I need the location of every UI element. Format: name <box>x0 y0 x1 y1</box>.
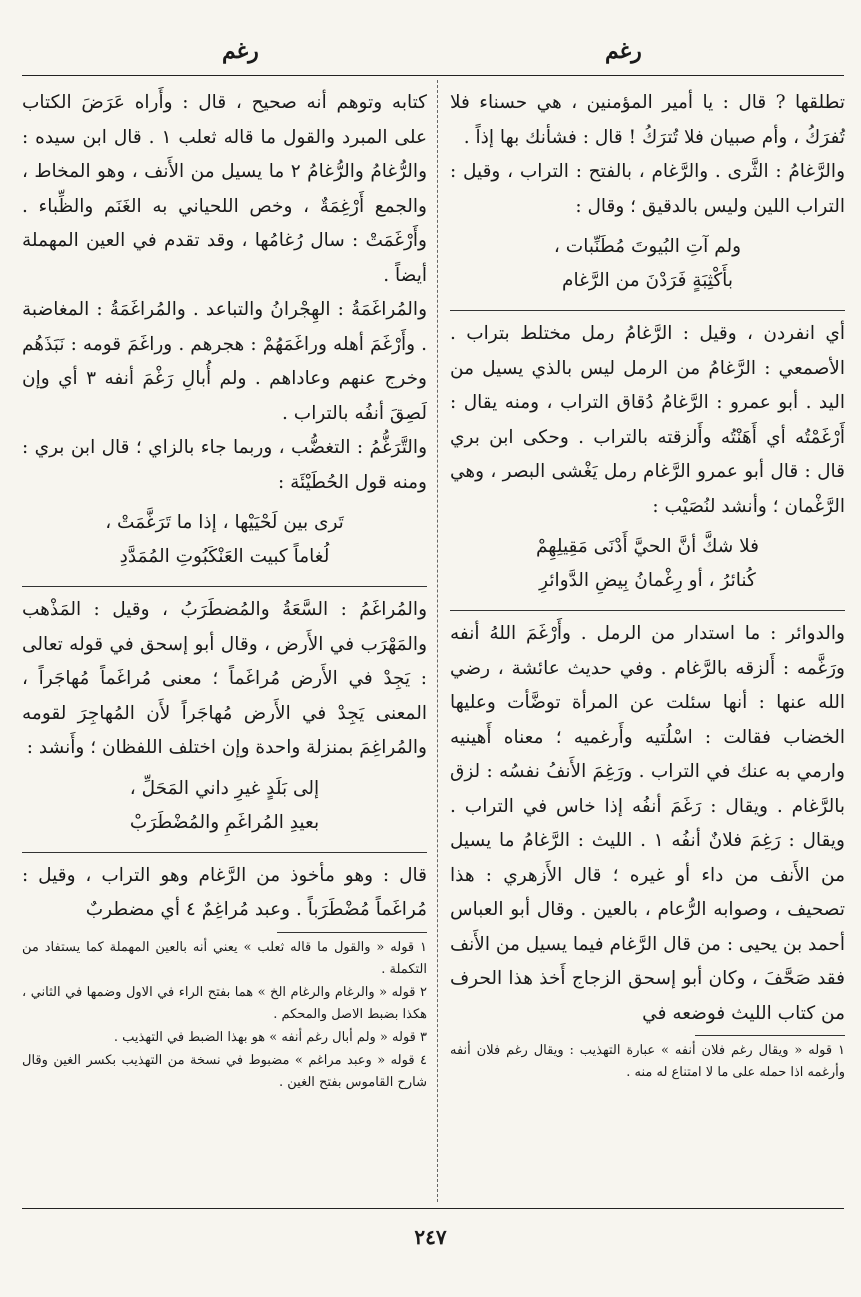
footnote: ٤ قوله « وعبد مراغم » مضبوط في نسخة من التهذيب بكسر الغين وقال شارح القاموس بفتح الغين . <box>22 1052 427 1090</box>
verse-line: بأَكْثِبَةٍ فَرَدْنَ من الرَّغام <box>562 270 733 291</box>
paragraph: والرَّغامُ : الثَّرى . والرَّغام ، بالفتح : التراب ، وقيل : التراب اللين وليس بالدقيق ؛ وقال : <box>450 161 845 217</box>
footnote: ٣ قوله « ولم أبال رغم أنفه » هو بهذا الضبط في التهذيب . <box>113 1029 427 1045</box>
page-number: ٢٤٧ <box>414 1225 447 1249</box>
verse-line: كُنائرُ ، أو رِغْمانُ بِيضِ الدَّوائرِ <box>539 570 756 591</box>
right-column <box>450 86 845 1085</box>
footnote-rule <box>695 1035 845 1036</box>
footnote-rule <box>277 932 427 933</box>
paragraph: والمُراغَمَةُ : الهِجْرانُ والتباعد . والمُراغَمَةُ : المغاضبة . وأَرْغَمَ أهله وراغَمَهُمْ : هجرهم . وراغَمَ قومه : نَبَذَهُم وخرج عنهم وعاداهم . ولم أُبالِ رَغْمَ أنفه ٣ أي وإن لَصِقَ أنفُه بالتراب . <box>22 299 427 424</box>
footnotes <box>22 937 427 1094</box>
paragraph: أي انفردن ، وقيل : الرَّغامُ رمل مختلط بتراب . الأصمعي : الرَّغامُ من الرمل ليس بالذي يسيل من اليد . أبو عمرو : الرَّغامُ دُقاق التراب ، ومنه يقال : أَرْغَمْتُه أي أَهَنْتُه وأَلزقته بالتراب . وحكى ابن بري قال : قال أبو عمرو الرَّغام رمل يَغْشى البصر ، وهي الرَّغْمان ؛ وأنشد لنُصَيْب : <box>450 323 845 517</box>
verse-line: بعيدِ المُراغَمِ والمُضْطَرَبْ <box>129 811 320 833</box>
paragraph: والدوائر : ما استدار من الرمل . وأَرْغَمَ اللهُ أنفه ورَغَّمه : أَلزقه بالرَّغام . وفي حديث عائشة ، رضي الله عنها : أنها سئلت عن المرأة توضَّأت وعليها الخضاب فقالت : اسْلُتيه وأَرغميه ؛ معناه أَهينيه وارمي به عنك في التراب . ورَغِمَ الأَنفُ نفسُه : لزق بالرَّغام . ويقال : رَغَمَ أنفُه إذا خاس في التراب . ويقال : رَغِمَ فلانٌ أنفُه ١ . الليث : الرَّغامُ ما يسيل من الأَنف من داء أو غيره ؛ قال الأَزهري : هذا تصحيف ، وصوابه الرُّعام ، بالعين . وقال أبو العباس أحمد بن يحيى : من قال الرَّغام فيما يسيل من الأَنف فقد صَحَّفَ ، وكان أبو إسحق الزجاج أَخذ هذا الحرف من كتاب الليث فوضعه في <box>450 623 845 1024</box>
verse-line: فلا شكَّ أنَّ الحيَّ أَدْنَى مَقِيلِهِمْ <box>535 536 759 557</box>
verse-line: إلى بَلَدٍ غيرِ داني المَحَلِّ ، <box>129 777 320 799</box>
footnote: ١ قوله « والقول ما قاله ثعلب » يعني أنه بالعين المهملة كما يستفاد من التكملة . <box>22 939 427 977</box>
header-rule <box>22 75 844 76</box>
paragraph: تطلقها ? قال : يا أمير المؤمنين ، هي حسناء فلا تُفرَكُ ، وأم صبيان فلا تُترَكُ ! قال : فشأنك بها إذاً . <box>450 92 845 148</box>
paragraph: والتَّرَغُّمُ : التغضُّب ، وربما جاء بالزاي ؛ قال ابن بري : ومنه قول الحُطَيْئَة : <box>22 437 427 493</box>
footnote: ٢ قوله « والرغام والرغام الخ » هما بفتح الراء في الاول وضمها في الثاني ، هكذا بضبط الاصل والمحكم . <box>22 984 427 1022</box>
footer-rule <box>22 1208 844 1209</box>
left-column <box>22 86 427 1095</box>
verse-line: تَرى بين لَحْيَيْها ، إذا ما تَرَغَّمَتْ ، <box>105 512 344 533</box>
footnote: ١ قوله « ويقال رغم فلان أنفه » عبارة التهذيب : ويقال رغم فلان أنفه وأرغمه اذا حمله على ما لا امتناع له منه . <box>450 1043 845 1080</box>
footnotes <box>450 1040 845 1084</box>
verse-separator <box>22 852 427 853</box>
verse-separator <box>450 610 845 611</box>
verse-line: لُغاماً كبيت العَنْكَبُوتِ المُمَدَّدِ <box>119 546 330 567</box>
verse <box>450 530 845 598</box>
verse <box>22 506 427 574</box>
verse-line: ولم آتِ البُيوتَ مُطَنِّبات ، <box>553 236 742 257</box>
running-header-left: رغم <box>222 38 259 64</box>
running-header-right: رغم <box>605 38 642 64</box>
verse <box>450 230 845 298</box>
verse <box>22 772 427 840</box>
column-divider <box>437 80 438 1202</box>
paragraph: قال : وهو مأخوذ من الرَّغام وهو التراب ، وقيل : مُراغَماً مُضْطَرَباً . وعبد مُراغِمٌ ٤ أي مضطربٌ <box>22 864 427 920</box>
paragraph: كتابه وتوهم أنه صحيح ، قال : وأَراه عَرَضَ الكتاب على المبرد والقول ما قاله ثعلب ١ . قال ابن سيده : والرُّغامُ والرُّغامُ ٢ ما يسيل من الأَنف ، وهو المخاط ، والجمع أَرْغِمَةٌ ، وخص اللحياني به الغَنَم والظِّباء . وأَرْغَمَتْ : سال رُغامُها ، وقد تقدم في العين المهملة أيضاً . <box>22 92 427 286</box>
verse-separator <box>450 310 845 311</box>
verse-separator <box>22 586 427 587</box>
paragraph: والمُراغَمُ : السَّعَةُ والمُضطَرَبُ ، وقيل : المَذْهب والمَهْرَب في الأَرض ، وقال أبو إسحق في قوله تعالى : يَجِدْ في الأَرض مُراغَماً ؛ معنى مُراغَماً مُهاجَراً ، المعنى يَجِدْ في الأَرض مُهاجَراً لأَن المُهاجِرَ لقومه والمُراغِمَ بمنزلة واحدة وإن اختلف اللفظان ؛ وأَنشد : <box>22 599 427 758</box>
